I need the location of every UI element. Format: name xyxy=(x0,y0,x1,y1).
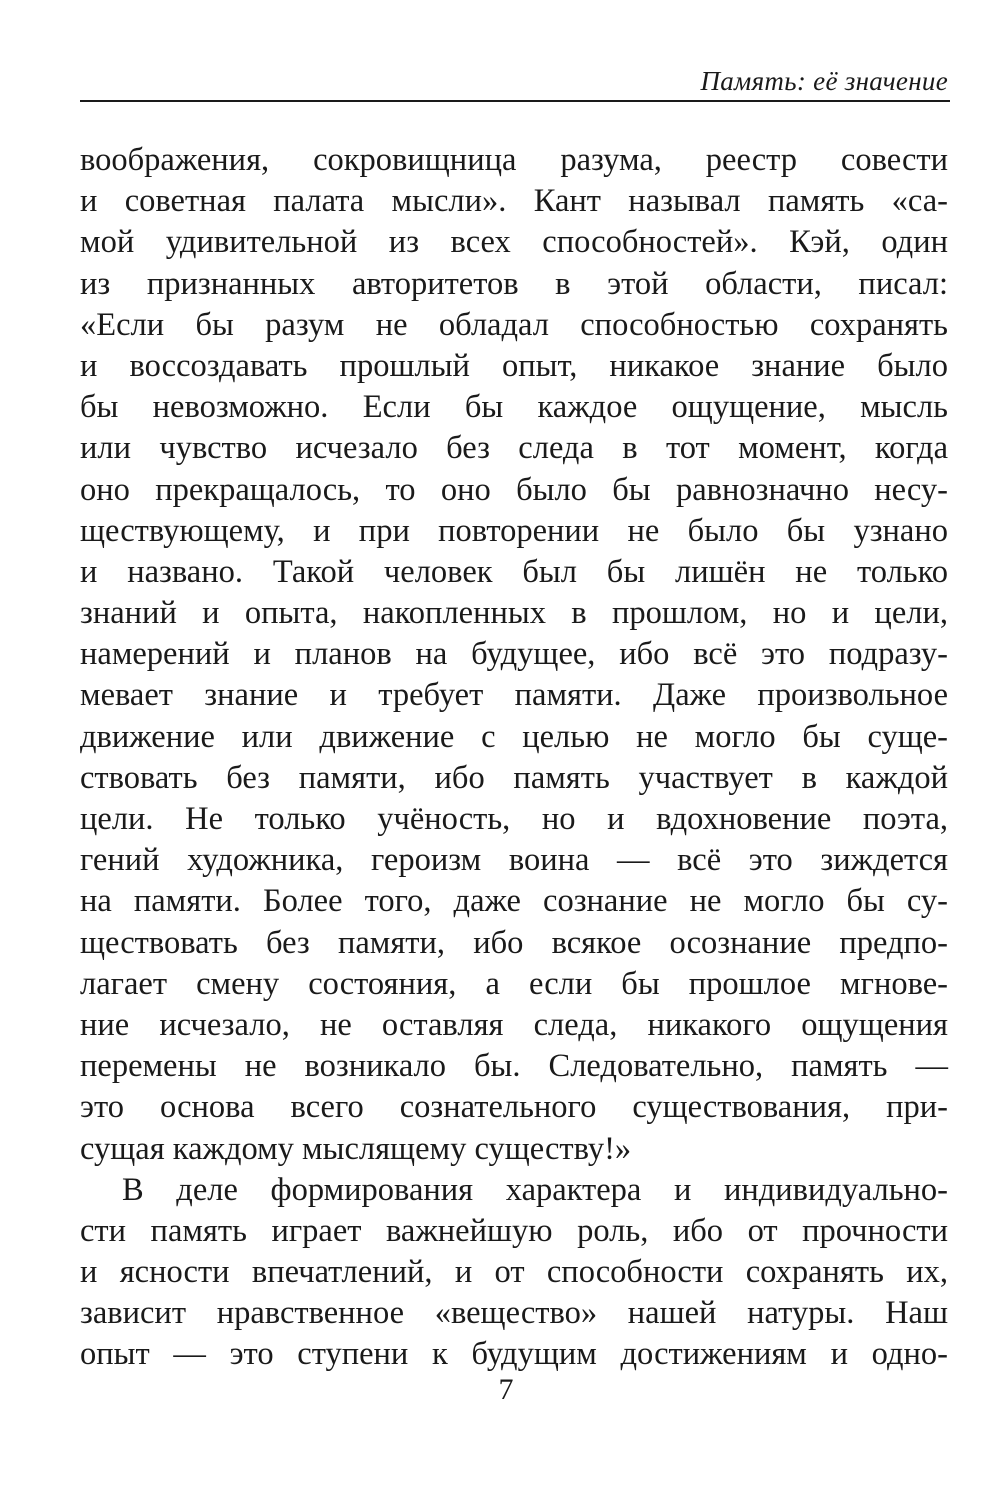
text-line-paragraph-start: В деле формирования характера и индивидуально- xyxy=(122,1171,948,1208)
header-rule xyxy=(80,100,950,102)
text-line: воображения, сокровищница разума, реестр совести xyxy=(80,142,948,178)
text-line: и воссоздавать прошлый опыт, никакое знание было xyxy=(80,347,948,384)
text-line: и ясности впечатлений, и от способности сохранять их, xyxy=(80,1254,948,1291)
text-line: на памяти. Более того, даже сознание не могло бы су- xyxy=(80,883,948,920)
text-line: ствовать без памяти, ибо память участвует в каждой xyxy=(80,759,948,796)
text-line: ние исчезало, не оставляя следа, никакого ощущения xyxy=(80,1006,948,1043)
text-line: мой удивительной из всех способностей». Кэй, один xyxy=(80,224,948,261)
text-line-paragraph-end: сущая каждому мыслящему существу!» xyxy=(80,1130,632,1167)
text-line: гений художника, героизм воина — всё это зиждется xyxy=(80,842,948,879)
text-line: зависит нравственное «вещество» нашей натуры. Наш xyxy=(80,1295,948,1332)
text-line: и названо. Такой человек был бы лишён не только xyxy=(80,553,948,590)
text-line: бы невозможно. Если бы каждое ощущение, мысль xyxy=(80,389,948,426)
text-line: ществовать без памяти, ибо всякое осознание предпо- xyxy=(80,924,948,961)
text-line: сти память играет важнейшую роль, ибо от прочности xyxy=(80,1212,948,1249)
text-line: или чувство исчезало без следа в тот момент, когда xyxy=(80,430,948,467)
text-line: «Если бы разум не обладал способностью сохранять xyxy=(80,306,948,343)
text-line: из признанных авторитетов в этой области, писал: xyxy=(80,265,948,302)
text-line: движение или движение с целью не могло бы суще- xyxy=(80,718,948,755)
text-line: знаний и опыта, накопленных в прошлом, но и цели, xyxy=(80,595,948,632)
text-line: перемены не возникало бы. Следовательно, память — xyxy=(80,1048,948,1085)
text-line: оно прекращалось, то оно было бы равнозначно несу- xyxy=(80,471,948,508)
text-line: лагает смену состояния, а если бы прошлое мгнове- xyxy=(80,965,948,1002)
running-header: Память: её значение xyxy=(700,66,948,96)
page-number: 7 xyxy=(498,1373,514,1406)
text-line: мевает знание и требует памяти. Даже произвольное xyxy=(80,677,948,714)
body-text xyxy=(80,140,948,1376)
text-line: намерений и планов на будущее, ибо всё это подразу- xyxy=(80,636,948,673)
text-line: цели. Не только учёность, но и вдохновение поэта, xyxy=(80,801,948,837)
text-line: опыт — это ступени к будущим достижениям и одно- xyxy=(80,1336,948,1373)
text-line: это основа всего сознательного существования, при- xyxy=(80,1089,948,1126)
text-line: и советная палата мысли». Кант называл память «са- xyxy=(80,183,948,220)
text-line: ществующему, и при повторении не было бы узнано xyxy=(80,512,948,549)
